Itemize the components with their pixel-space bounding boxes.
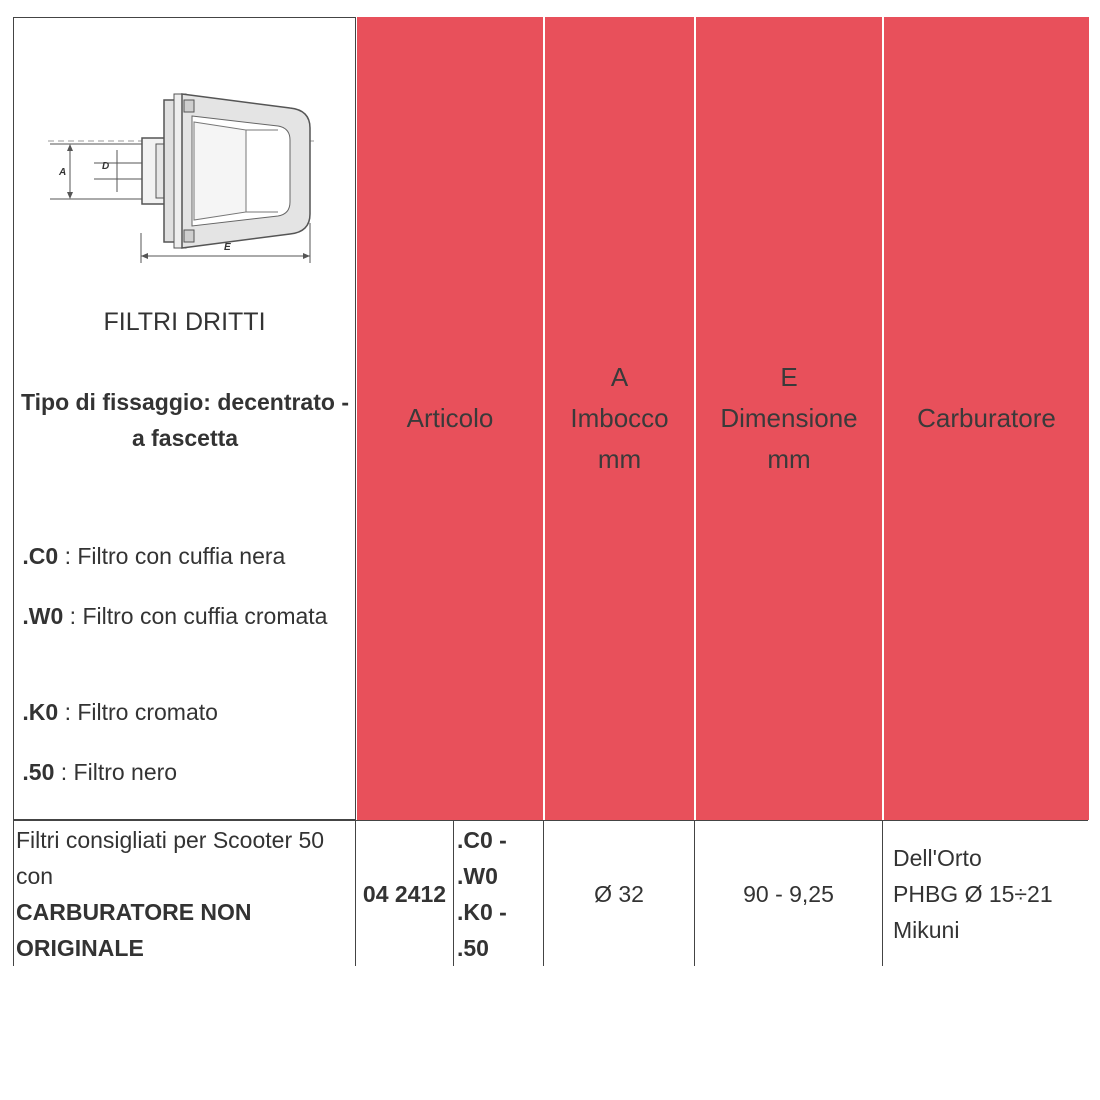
- dimensione-value: 90 - 9,25: [743, 881, 834, 907]
- intro-cell: [13, 17, 356, 820]
- legend-item: [16, 538, 352, 574]
- diagram-label-e: E: [224, 242, 231, 253]
- variant-code: .50: [457, 935, 489, 961]
- carburatore-line: PHBG Ø 15÷21: [893, 881, 1053, 907]
- variant-code: .W0: [457, 863, 498, 889]
- table-row-note: [16, 822, 352, 966]
- header-imbocco-line: Imbocco: [570, 403, 669, 433]
- diagram-label-a: A: [59, 167, 67, 178]
- header-carburatore: [884, 17, 1089, 820]
- imbocco-value: Ø 32: [594, 881, 644, 907]
- intro-title: FILTRI DRITTI: [103, 308, 266, 336]
- carburatore-value: [893, 840, 1088, 948]
- header-dimensione: [696, 17, 882, 820]
- carburatore-line: Dell'Orto: [893, 845, 982, 871]
- carburatore-line: Mikuni: [893, 917, 960, 943]
- note-bold-text: CARBURATORE NON ORIGINALE: [16, 899, 252, 961]
- header-imbocco-line: A: [610, 362, 629, 392]
- header-dimensione-line: mm: [767, 444, 811, 474]
- legend-item: [16, 754, 352, 790]
- diagram-label-d: D: [102, 161, 110, 172]
- legend-code: .C0: [22, 543, 59, 569]
- variant-codes: [457, 822, 543, 966]
- legend-code: .50: [22, 759, 55, 785]
- header-articolo-label: Articolo: [406, 403, 494, 433]
- column-divider: [453, 820, 454, 966]
- note-text: Filtri consigliati per Scooter 50 con: [16, 827, 325, 889]
- legend-item: [16, 598, 352, 634]
- header-imbocco: [545, 17, 694, 820]
- legend-text: : Filtro con cuffia cromata: [63, 603, 328, 629]
- column-divider: [882, 820, 883, 966]
- legend-text: : Filtro con cuffia nera: [58, 543, 286, 569]
- variant-code: .K0 -: [457, 899, 507, 925]
- article-code: 04 2412: [362, 881, 447, 907]
- variant-code: .C0 -: [457, 827, 507, 853]
- legend-code: .K0: [22, 699, 59, 725]
- header-carburatore-label: Carburatore: [917, 403, 1056, 433]
- legend-code: .W0: [22, 603, 64, 629]
- filter-diagram: [14, 18, 357, 268]
- legend-item: [16, 694, 352, 730]
- header-imbocco-line: mm: [597, 444, 642, 474]
- legend-text: : Filtro cromato: [58, 699, 218, 725]
- header-dimensione-line: Dimensione: [720, 403, 858, 433]
- header-articolo: [357, 17, 543, 820]
- fixing-type: Tipo di fissaggio: decentrato - a fascetta: [21, 389, 349, 451]
- legend-text: : Filtro nero: [54, 759, 178, 785]
- header-dimensione-line: E: [780, 362, 798, 392]
